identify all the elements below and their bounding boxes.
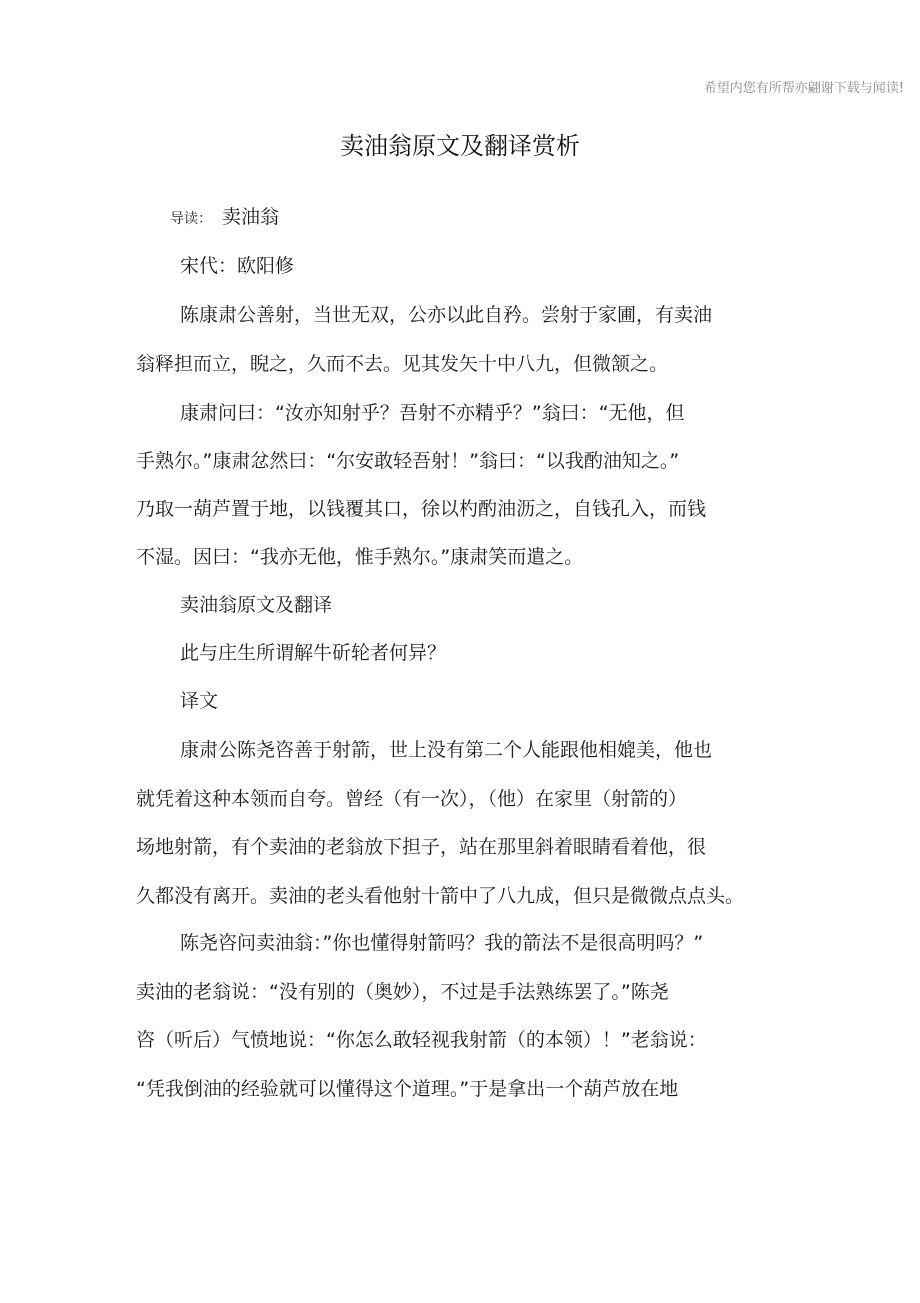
translation-line: 就凭着这种本领而自夸。曾经（有一次），（他）在家里（射箭的） — [136, 788, 688, 810]
translation-line: 陈尧咨问卖油翁：”你也懂得射箭吗？我的箭法不是很高明吗？” — [180, 932, 704, 954]
guide-label: 导读： — [170, 211, 212, 227]
translation-line: 久都没有离开。卖油的老头看他射十箭中了八九成，但只是微微点点头。 — [136, 885, 745, 907]
text-line: 翁释担而立，睨之，久而不去。见其发矢十中八九，但微颔之。 — [136, 353, 669, 375]
guide-value: 卖油翁 — [222, 206, 280, 228]
text-line: 此与庄生所谓解牛斫轮者何异？ — [180, 642, 447, 664]
guide-line — [170, 204, 279, 232]
translation-line: 场地射箭，有个卖油的老翁放下担子，站在那里斜着眼睛看着他，很 — [136, 836, 707, 858]
text-line: 康肃问曰：“汝亦知射乎？吾射不亦精乎？”翁曰：“无他，但 — [180, 402, 685, 424]
translation-line: “凭我倒油的经验就可以懂得这个道理。”于是拿出一个葫芦放在地 — [136, 1078, 679, 1100]
translation-line: 咨（听后）气愤地说：“你怎么敢轻视我射箭（的本领）！”老翁说： — [136, 1029, 707, 1051]
translation-line: 卖油的老翁说：“没有别的（奥妙），不过是手法熟练罢了。”陈尧 — [136, 981, 669, 1003]
text-line: 乃取一葫芦置于地，以钱覆其口，徐以杓酌油沥之，自钱孔入，而钱 — [136, 498, 707, 520]
translation-line: 康肃公陈尧咨善于射箭，世上没有第二个人能跟他相媲美，他也 — [180, 739, 713, 761]
text-line: 不湿。因曰：“我亦无他，惟手熟尔。”康肃笑而遣之。 — [136, 546, 584, 568]
author-line: 宋代：欧阳修 — [180, 255, 295, 277]
text-line: 陈康肃公善射，当世无双，公亦以此自矜。尝射于家圃，有卖油 — [180, 304, 713, 326]
text-line: 手熟尔。”康肃忿然曰：“尔安敢轻吾射！”翁曰：“以我酌油知之。” — [136, 450, 680, 472]
document-title: 卖油翁原文及翻译赏析 — [340, 132, 580, 160]
section-heading: 译文 — [180, 690, 219, 712]
header-note: 希望内您有所帮亦翩谢下载与闻读! — [703, 81, 904, 96]
section-heading: 卖油翁原文及翻译 — [180, 594, 333, 616]
